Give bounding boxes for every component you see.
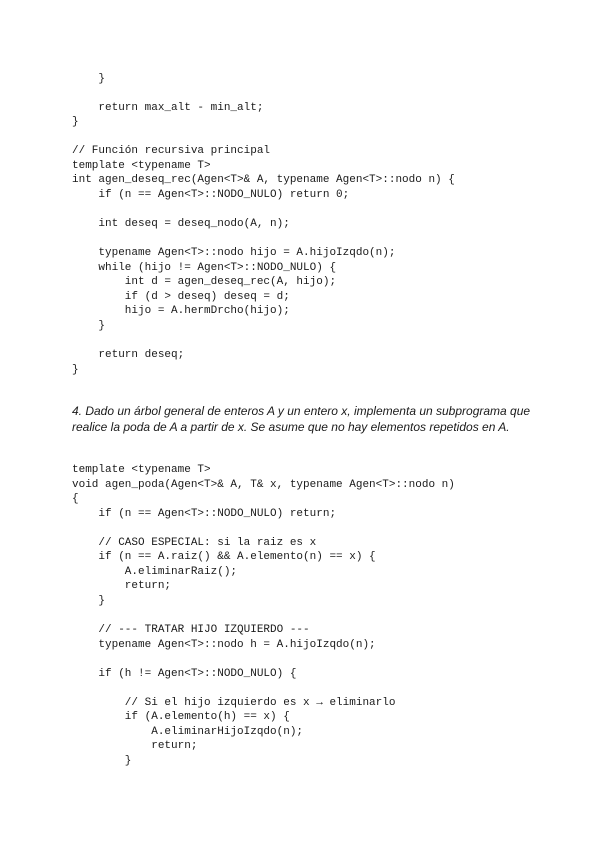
code-line: return deseq; [72,348,185,361]
code-line: typename Agen<T>::nodo h = A.hijoIzqdo(n); [72,638,376,651]
code-line: // --- TRATAR HIJO IZQUIERDO --- [72,624,310,637]
code-line: int agen_deseq_rec(Agen<T>& A, typename Agen<T>::nodo n) { [72,174,455,187]
code-line: if (d > deseq) deseq = d; [72,290,290,303]
code-line: typename Agen<T>::nodo hijo = A.hijoIzqdo(n); [72,247,396,260]
code-line: return; [72,580,172,593]
code-line: void agen_poda(Agen<T>& A, T& x, typename Agen<T>::nodo n) [72,478,455,491]
code-line: // Función recursiva principal [72,145,271,158]
code-line: while (hijo != Agen<T>::NODO_NULO) { [72,261,337,274]
code-line: hijo = A.hermDrcho(hijo); [72,305,290,318]
exercise-4-statement: 4. Dado un árbol general de enteros A y un entero x, implementa un subprograma que realice la poda de A a partir de x. Se asume que no hay elementos repetidos en A. [72,404,531,434]
code-line: } [72,116,79,129]
code-line: return max_alt - min_alt; [72,101,264,114]
code-line: template <typename T> [72,464,211,476]
code-line: A.eliminarRaiz(); [72,565,238,578]
code-line: } [72,319,106,332]
code-line: template <typename T> [72,159,211,172]
code-line: } [72,72,106,85]
code-line: } [72,755,132,767]
code-line: } [72,594,106,607]
code-line: // CASO ESPECIAL: si la raiz es x [72,536,317,549]
code-line: int d = agen_deseq_rec(A, hijo); [72,276,337,289]
code-line: return; [72,740,198,753]
code-line: if (n == Agen<T>::NODO_NULO) return; [72,507,337,520]
code-line: if (h != Agen<T>::NODO_NULO) { [72,667,297,680]
code-line: { [72,493,79,506]
code-line: if (n == Agen<T>::NODO_NULO) return 0; [72,188,350,201]
code-line: if (n == A.raiz() && A.elemento(n) == x) { [72,551,376,564]
code-line: // Si el hijo izquierdo es x → eliminarlo [72,696,396,709]
code-line: } [72,363,79,376]
code-line: if (A.elemento(h) == x) { [72,711,290,724]
code-line: int deseq = deseq_nodo(A, n); [72,218,290,230]
code-line: A.eliminarHijoIzqdo(n); [72,725,304,738]
